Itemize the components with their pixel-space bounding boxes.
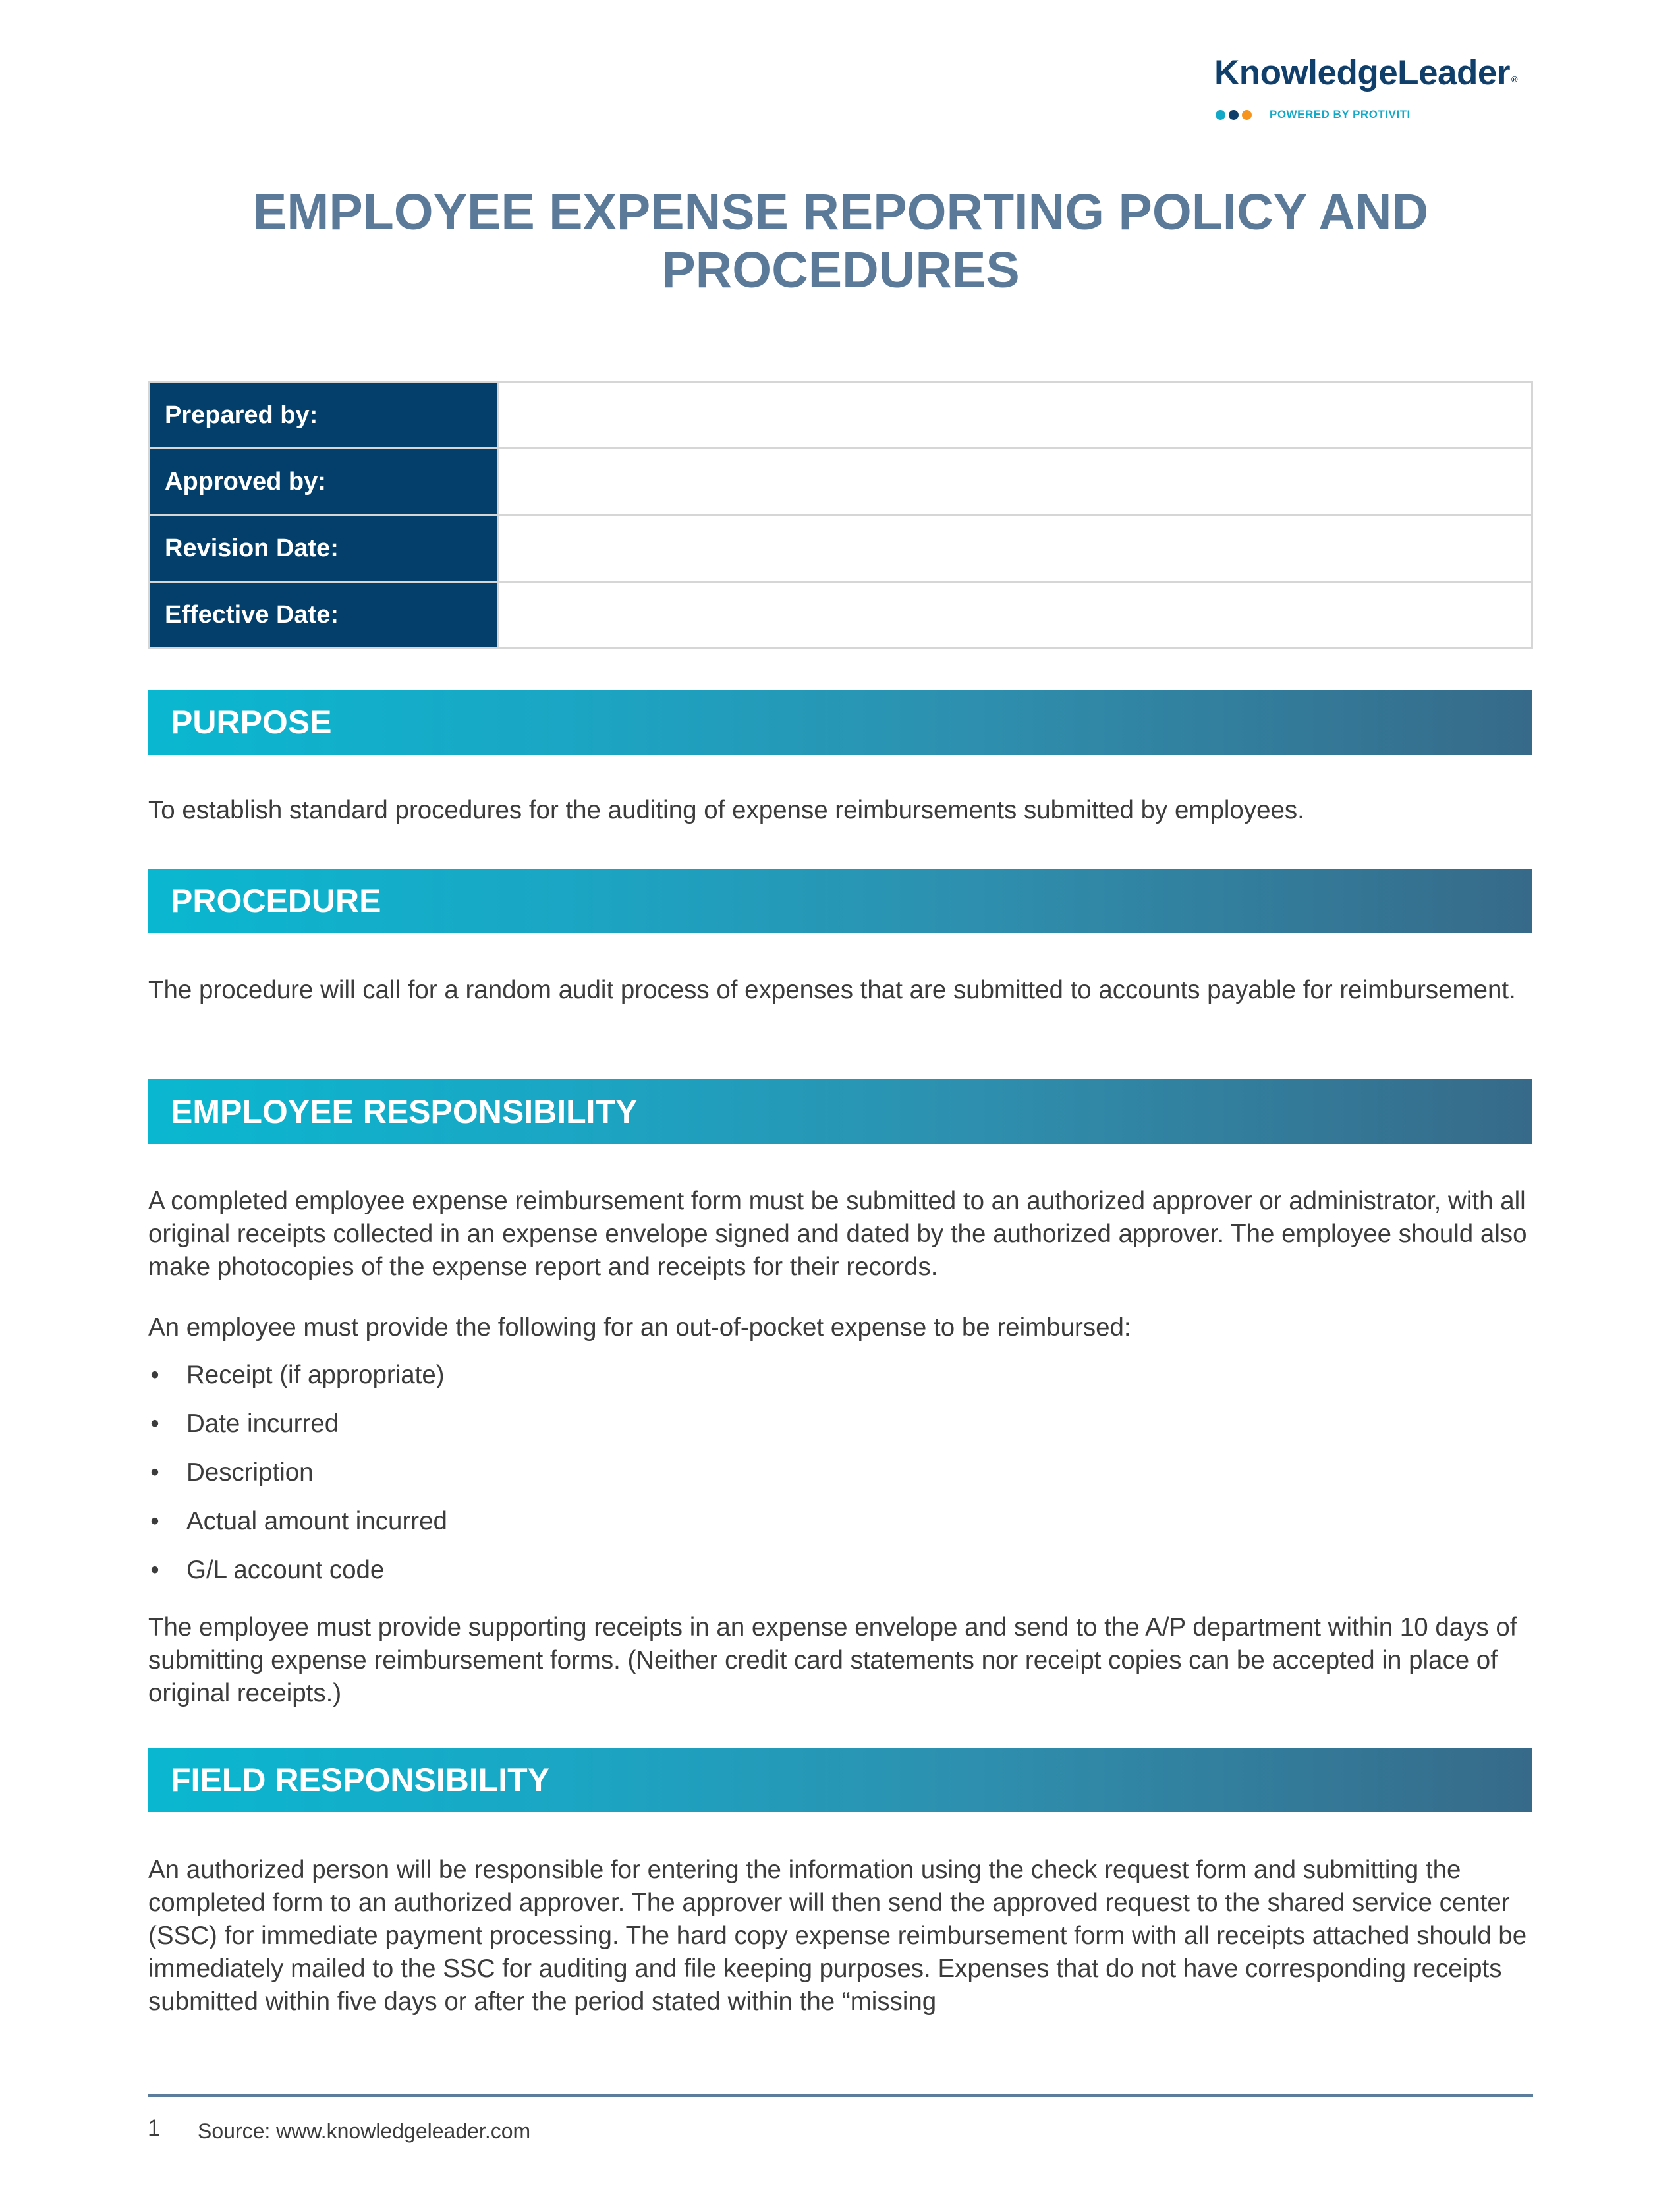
list-item-text: Actual amount incurred	[186, 1507, 447, 1535]
document-info-table	[148, 381, 1533, 649]
section-heading-employee-responsibility: EMPLOYEE RESPONSIBILITY	[148, 1079, 1532, 1144]
logo-dot-navy-icon	[1229, 110, 1239, 120]
table-row-revision-date	[150, 515, 1532, 582]
effective-date-value[interactable]	[499, 582, 1532, 648]
required-items-list	[148, 1359, 1532, 1603]
list-item	[148, 1505, 1532, 1554]
logo-dot-cyan-icon	[1216, 110, 1225, 120]
bullet-icon: •	[150, 1458, 159, 1487]
purpose-text: To establish standard procedures for the auditing of expense reimbursements submitted by employees.	[148, 796, 1304, 824]
bullet-icon: •	[150, 1556, 159, 1584]
prepared-by-label: Prepared by:	[150, 382, 499, 449]
logo-dots-icon	[1216, 110, 1252, 120]
employee-responsibility-para-3: The employee must provide supporting receipts in an expense envelope and send to the A/P department within 10 days of submitting expense reimbursement forms. (Neither credit card statements nor receipt copies can be accepted in place of original receipts.)	[148, 1613, 1517, 1707]
list-item-text: Description	[186, 1458, 314, 1487]
logo-name: KnowledgeLeader	[1214, 53, 1510, 92]
list-item	[148, 1408, 1532, 1456]
bullet-icon: •	[150, 1410, 159, 1438]
document-title: EMPLOYEE EXPENSE REPORTING POLICY AND PROCEDURES	[252, 184, 1429, 299]
bullet-icon: •	[150, 1507, 159, 1535]
field-responsibility-text: An authorized person will be responsible for entering the information using the check request form and submitting the completed form to an authorized approver. The approver will then send the approved request to the shared service center (SSC) for immediate payment processing. The hard copy expense reimbursement form with all receipts attached should be immediately mailed to the SSC for auditing and file keeping purposes. Expenses that do not have corresponding receipts submitted within five days or after the period stated within the “missing	[148, 1856, 1527, 2016]
registered-mark: ®	[1511, 74, 1518, 84]
section-heading-purpose: PURPOSE	[148, 690, 1532, 755]
list-item	[148, 1554, 1532, 1603]
footer-divider	[148, 2094, 1533, 2097]
list-item	[148, 1456, 1532, 1505]
section-heading-procedure: PROCEDURE	[148, 869, 1532, 933]
approved-by-value[interactable]	[499, 449, 1532, 515]
effective-date-label: Effective Date:	[150, 582, 499, 648]
revision-date-label: Revision Date:	[150, 515, 499, 582]
logo-tagline: POWERED BY PROTIVITI	[1270, 108, 1411, 121]
table-row-prepared-by	[150, 382, 1532, 449]
procedure-text: The procedure will call for a random audit process of expenses that are submitted to accounts payable for reimbursement.	[148, 976, 1516, 1004]
footer-source: Source: www.knowledgeleader.com	[198, 2119, 531, 2143]
list-item-text: Date incurred	[186, 1410, 339, 1438]
revision-date-value[interactable]	[499, 515, 1532, 582]
approved-by-label: Approved by:	[150, 449, 499, 515]
list-item-text: Receipt (if appropriate)	[186, 1361, 445, 1389]
section-heading-field-responsibility: FIELD RESPONSIBILITY	[148, 1748, 1532, 1812]
logo-wordmark	[1214, 53, 1517, 94]
bullet-icon: •	[150, 1361, 159, 1389]
employee-responsibility-para-2: An employee must provide the following for an out-of-pocket expense to be reimbursed:	[148, 1313, 1131, 1342]
list-item	[148, 1359, 1532, 1408]
list-item-text: G/L account code	[186, 1556, 385, 1584]
prepared-by-value[interactable]	[499, 382, 1532, 449]
knowledgeleader-logo	[1214, 53, 1544, 125]
logo-dot-orange-icon	[1242, 110, 1252, 120]
table-row-effective-date	[150, 582, 1532, 648]
table-row-approved-by	[150, 449, 1532, 515]
employee-responsibility-para-1: A completed employee expense reimbursement form must be submitted to an authorized approver or administrator, with all original receipts collected in an expense envelope signed and dated by the authorized approver. The employee should also make photocopies of the expense report and receipts for their records.	[148, 1187, 1527, 1281]
page-number: 1	[148, 2115, 161, 2141]
